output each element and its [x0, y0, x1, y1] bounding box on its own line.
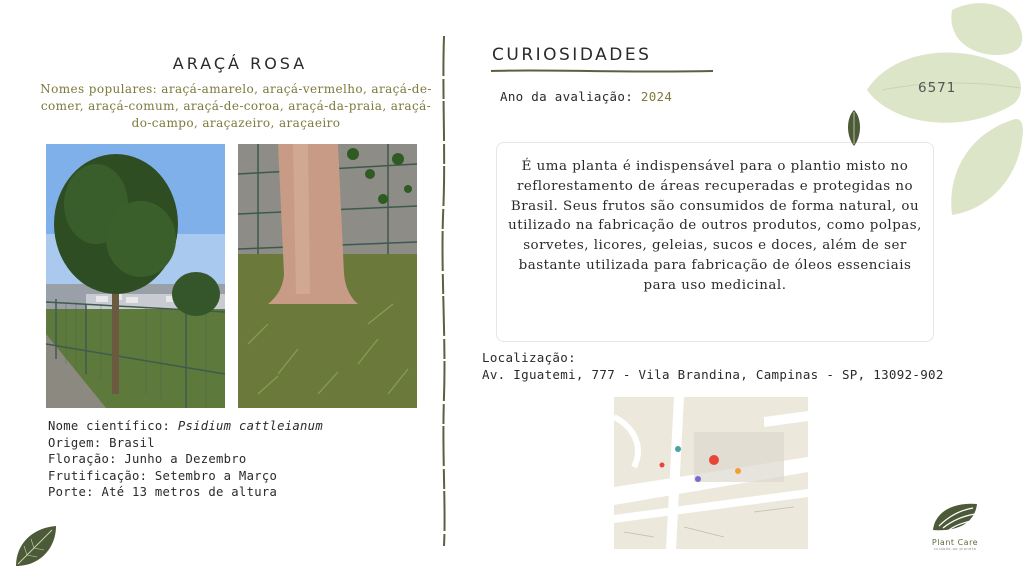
small-leaf-icon: [844, 108, 864, 148]
plant-care-logo: [920, 500, 990, 551]
description-box: É uma planta é indispensável para o plantio misto no reflorestamento de áreas recuperadas e protegidas no Brasil. Seus frutos são consumidos de forma natural, ou utilizado na fabricação de outros produtos, como polpas, sorvetes, licores, geleias, sucos e doces, além de ser bastante utilizada para fabricação de óleos essenciais para uso medicinal.: [496, 142, 934, 342]
origin: Origem: Brasil: [48, 435, 155, 450]
scientific-name-row: [48, 418, 323, 435]
vertical-divider: [436, 36, 452, 546]
plant-size: Porte: Até 13 metros de altura: [48, 485, 278, 500]
flowering-period: Floração: Junho a Dezembro: [48, 452, 247, 467]
scientific-name: Psidium cattleianum: [177, 419, 323, 433]
title-underline: [491, 68, 715, 74]
tree-photo: [46, 144, 225, 408]
evaluation-year-row: [500, 89, 672, 104]
logo-tagline: cuidado ao planeta: [933, 547, 977, 551]
curiosities-title: CURIOSIDADES: [492, 45, 652, 65]
plant-id-number: 6571: [918, 80, 957, 96]
popular-names: Nomes populares: araçá-amarelo, araçá-vermelho, araçá-de-comer, araçá-comum, araçá-de-coroa, araçá-da-praia, araçá-do-campo, araçazeiro, araçaeiro: [40, 82, 432, 130]
plant-title: ARAÇÁ ROSA: [172, 54, 308, 73]
fruiting-period: Frutificação: Setembro a Março: [48, 468, 278, 483]
logo-name: Plant Care: [931, 538, 979, 547]
corner-leaf-icon: [12, 522, 60, 570]
evaluation-year: 2024: [640, 89, 673, 104]
leaf-logo-icon: [929, 500, 981, 534]
map-pin-icon: [709, 455, 719, 465]
location-address: Av. Iguatemi, 777 - Vila Brandina, Campinas - SP, 13092-902: [482, 367, 944, 382]
scientific-name-label: Nome científico:: [48, 419, 178, 433]
location-label: Localização:: [482, 350, 576, 365]
decorative-leaves: [852, 0, 1024, 230]
trunk-photo: [238, 144, 417, 408]
plant-info: [48, 418, 323, 501]
location-map[interactable]: [614, 397, 808, 549]
evaluation-year-label: Ano da avaliação:: [500, 89, 641, 104]
